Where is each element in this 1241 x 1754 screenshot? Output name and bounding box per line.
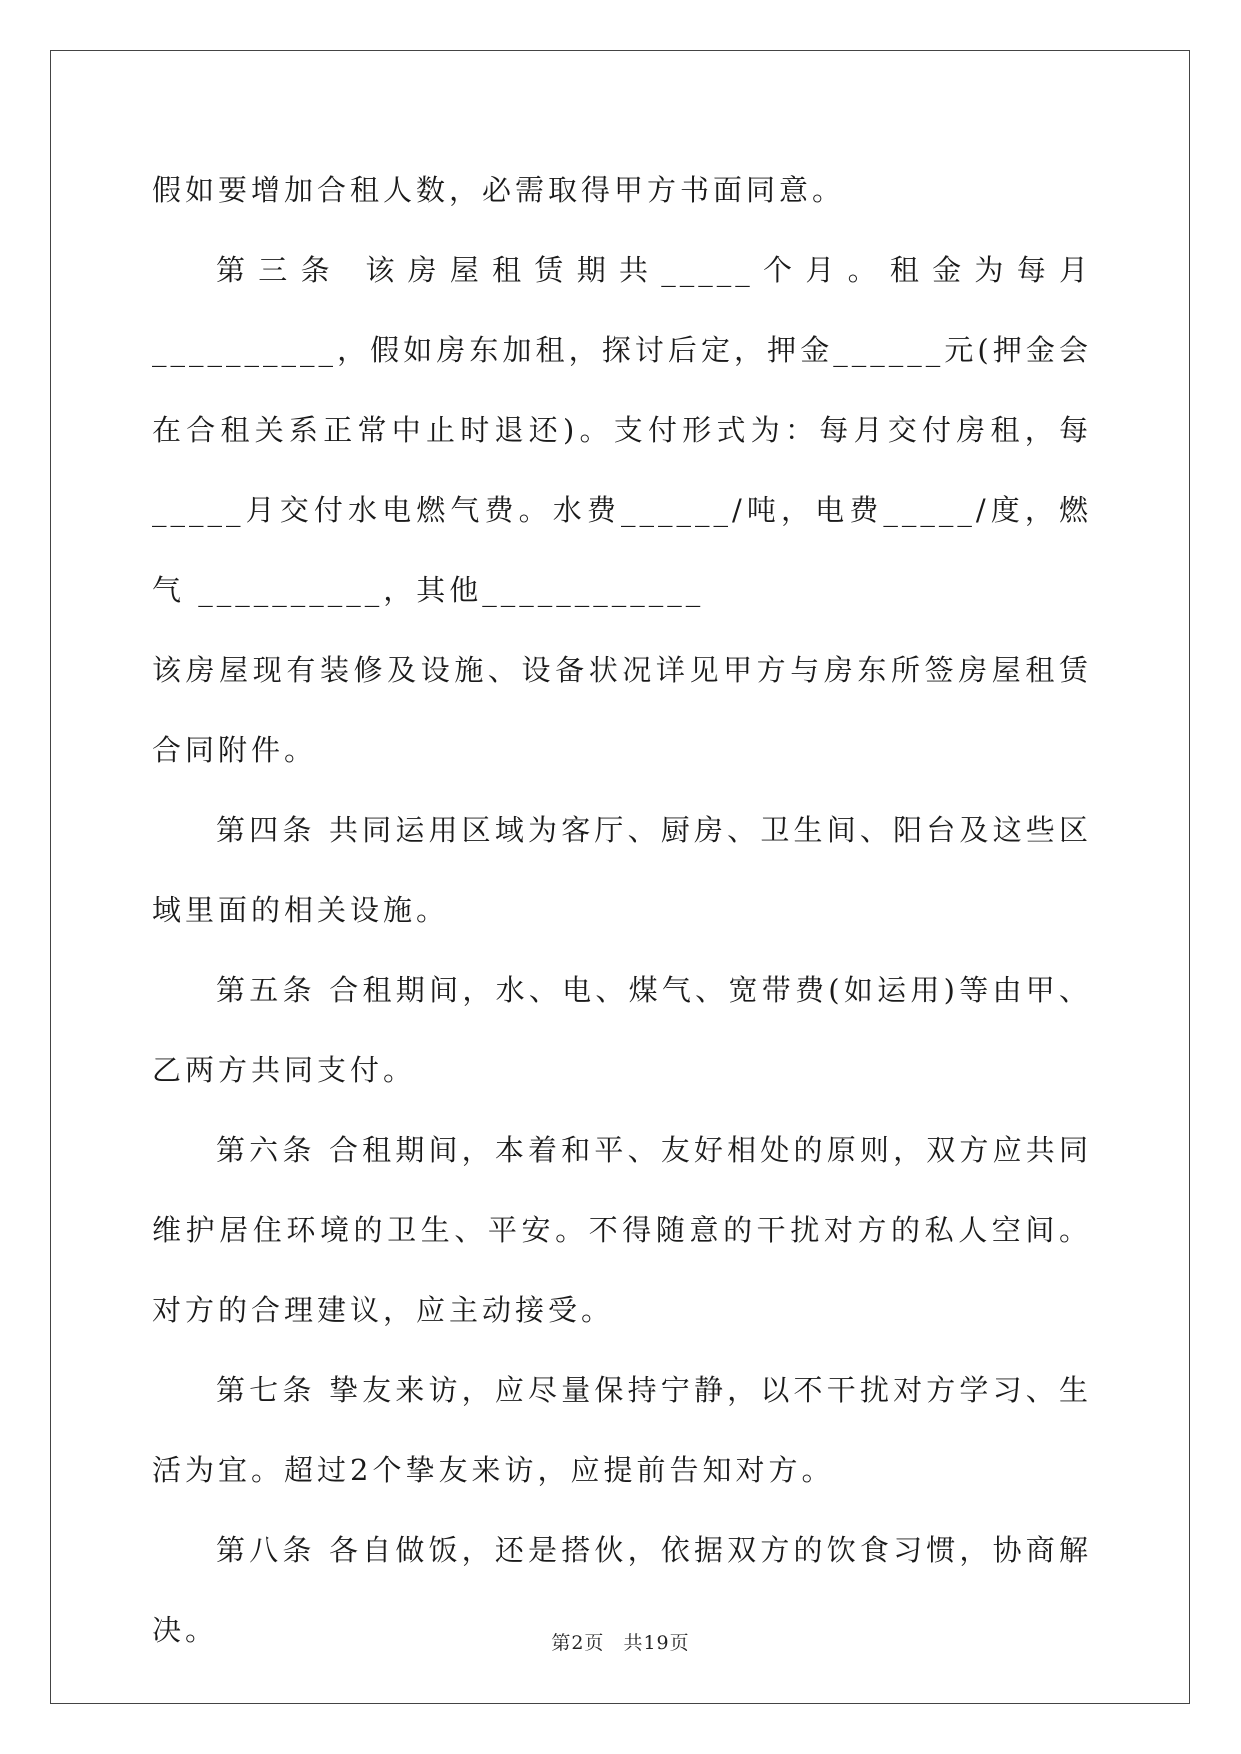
paragraph-article-7: 第七条 挚友来访，应尽量保持宁静，以不干扰对方学习、生活为宜。超过2个挚友来访，应提前告知对方。: [152, 1373, 1092, 1487]
paragraph-article-4: 第四条 共同运用区域为客厅、厨房、卫生间、阳台及这些区域里面的相关设施。: [152, 813, 1092, 927]
paragraph-article-8: 第八条 各自做饭，还是搭伙，依据双方的饮食习惯，协商解决。: [152, 1533, 1092, 1647]
page-footer: [0, 1628, 1241, 1655]
paragraph-continuation: 假如要增加合租人数，必需取得甲方书面同意。: [152, 173, 846, 207]
paragraph-facilities: 该房屋现有装修及设施、设备状况详见甲方与房东所签房屋租赁合同附件。: [152, 653, 1092, 767]
document-body: [152, 150, 1092, 1670]
paragraph-article-3: 第三条 该房屋租赁期共_____个月。租金为每月__________，假如房东加租，探讨后定，押金______元(押金会在合租关系正常中止时退还)。支付形式为：每月交付房租，每_____月交付水电燃气费。水费______/吨，电费_____/度，燃气 __________，其他____________: [152, 253, 1092, 607]
paragraph-article-5: 第五条 合租期间，水、电、煤气、宽带费(如运用)等由甲、乙两方共同支付。: [152, 973, 1092, 1087]
page-total: 共19页: [623, 1632, 690, 1654]
page-number: 第2页: [551, 1632, 605, 1654]
paragraph-article-6: 第六条 合租期间，本着和平、友好相处的原则，双方应共同维护居住环境的卫生、平安。不得随意的干扰对方的私人空间。对方的合理建议，应主动接受。: [152, 1133, 1092, 1327]
